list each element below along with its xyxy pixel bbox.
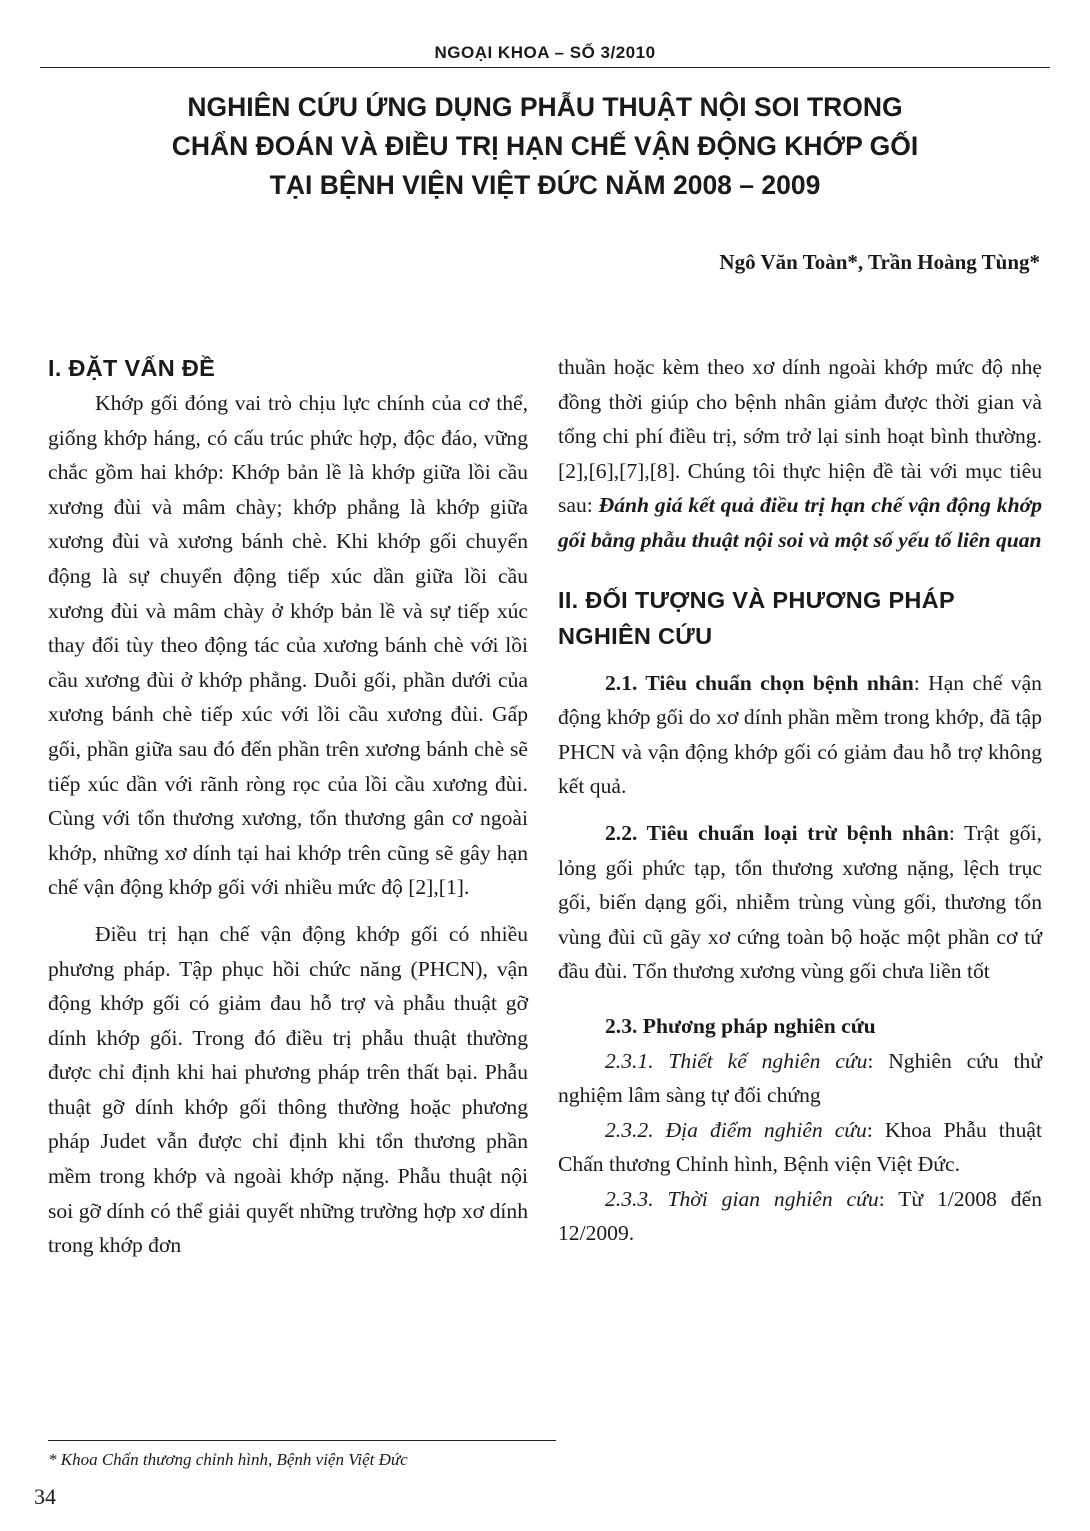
paragraph-text: thuần hoặc kèm theo xơ dính ngoài khớp mức độ nhẹ đồng thời giúp cho bệnh nhân giảm được thời gian và tổng chi phí điều trị, sớm trở lại sinh hoạt bình thường. [2],[6],[7],[8]. Chúng tôi thực hiện đề tài với mục tiêu sau: [558, 355, 1042, 518]
subsection-label: 2.2. Tiêu chuẩn loại trừ bệnh nhân [605, 820, 949, 845]
running-header: NGOẠI KHOA – SỐ 3/2010 [434, 43, 656, 62]
title-line-2: CHẨN ĐOÁN VÀ ĐIỀU TRỊ HẠN CHẾ VẬN ĐỘNG KHỚP GỐI [171, 131, 919, 161]
page-number: 34 [34, 1484, 56, 1509]
section-2-heading [558, 582, 1042, 654]
section-2-heading-line-2: NGHIÊN CỨU [558, 622, 713, 649]
left-column [48, 350, 528, 1263]
subsection-label: 2.3.2. Địa điểm nghiên cứu [605, 1117, 867, 1142]
right-column [558, 350, 1042, 1251]
subsection-label: 2.1. Tiêu chuẩn chọn bệnh nhân [605, 670, 914, 695]
subsection-2-3-2 [558, 1113, 1042, 1182]
subsection-text: : Trật gối, lỏng gối phức tạp, tổn thương xương nặng, lệch trục gối, biến dạng gối, nhiễm trùng vùng gối, thương tổn vùng đùi cũ gãy xơ cứng toàn bộ hoặc một phần cơ tứ đầu đùi. Tổn thương xương vùng gối chưa liền tốt [558, 820, 1043, 984]
paragraph: Khớp gối đóng vai trò chịu lực chính của cơ thể, giống khớp háng, có cấu trúc phức hợp, độc đáo, vững chắc gồm hai khớp: Khớp bản lề là khớp giữa lồi cầu xương đùi và mâm chày; khớp phẳng là khớp giữa xương đùi và xương bánh chè. Khi khớp gối chuyển động là sự chuyển động tiếp xúc dần giữa lồi cầu xương đùi và mâm chày ở khớp bản lề và sự tiếp xúc thay đổi tùy theo động tác của xương bánh chè với lồi cầu xương đùi ở khớp phẳng. Duỗi gối, phần dưới của xương bánh chè tiếp xúc với lồi cầu xương đùi. Gấp gối, phần giữa sau đó đến phần trên xương bánh chè sẽ tiếp xúc dần với rãnh ròng rọc của lồi cầu xương đùi. Cùng với tổn thương xương, tổn thương gân cơ ngoài khớp, những xơ dính tại hai khớp trên cũng sẽ gây hạn chế vận động khớp gối với nhiều mức độ [2],[1]. [48, 391, 528, 900]
subsection-text: : Hạn chế vận động khớp gối do xơ dính phần mềm trong khớp, đã tập PHCN và vận động khớp gối có giảm đau hỗ trợ không kết quả. [558, 670, 1042, 799]
section-1-heading: I. ĐẶT VẤN ĐỀ [48, 355, 216, 381]
footnote-rule [48, 1440, 556, 1441]
subsection-2-3-heading: 2.3. Phương pháp nghiên cứu [605, 1013, 876, 1038]
subsection-2-3-1 [558, 1044, 1042, 1113]
subsection-label: 2.3.1. Thiết kế nghiên cứu [605, 1048, 868, 1073]
subsection-text: : Nghiên cứu thử nghiệm lâm sàng tự đối chứng [558, 1048, 1042, 1108]
subsection-2-3-3 [558, 1182, 1042, 1251]
article-title [60, 88, 1030, 205]
header-rule [40, 67, 1050, 68]
subsection-2-1 [558, 666, 1042, 804]
study-objective: Đánh giá kết quả điều trị hạn chế vận động khớp gối bằng phẫu thuật nội soi và một số yếu tố liên quan [558, 493, 1042, 552]
section-2-heading-line-1: II. ĐỐI TƯỢNG VÀ PHƯƠNG PHÁP [558, 586, 955, 613]
title-line-3: TẠI BỆNH VIỆN VIỆT ĐỨC NĂM 2008 – 2009 [269, 170, 821, 200]
subsection-label: 2.3.3. Thời gian nghiên cứu [605, 1186, 879, 1211]
authors: Ngô Văn Toàn*, Trần Hoàng Tùng* [719, 250, 1040, 274]
subsection-text: : Từ 1/2008 đến 12/2009. [558, 1186, 1042, 1246]
paragraph-continued [558, 350, 1042, 558]
title-line-1: NGHIÊN CỨU ỨNG DỤNG PHẪU THUẬT NỘI SOI TRONG [187, 92, 903, 122]
paragraph: Điều trị hạn chế vận động khớp gối có nhiều phương pháp. Tập phục hồi chức năng (PHCN), vận động khớp gối có giảm đau hỗ trợ và phẫu thuật gỡ dính khớp gối. Trong đó điều trị phẫu thuật thường được chỉ định khi hai phương pháp trên thất bại. Phẫu thuật gỡ dính khớp gối thông thường hoặc phương pháp Judet vẫn được chỉ định khi tổn thương phần mềm trong khớp và ngoài khớp nặng. Phẫu thuật nội soi gỡ dính có thể giải quyết những trường hợp xơ dính trong khớp đơn [48, 921, 528, 1258]
subsection-text: : Khoa Phẫu thuật Chấn thương Chỉnh hình, Bệnh viện Việt Đức. [558, 1117, 1042, 1177]
footnote: * Khoa Chấn thương chỉnh hình, Bệnh viện Việt Đức [48, 1450, 408, 1469]
subsection-2-2 [558, 816, 1042, 989]
